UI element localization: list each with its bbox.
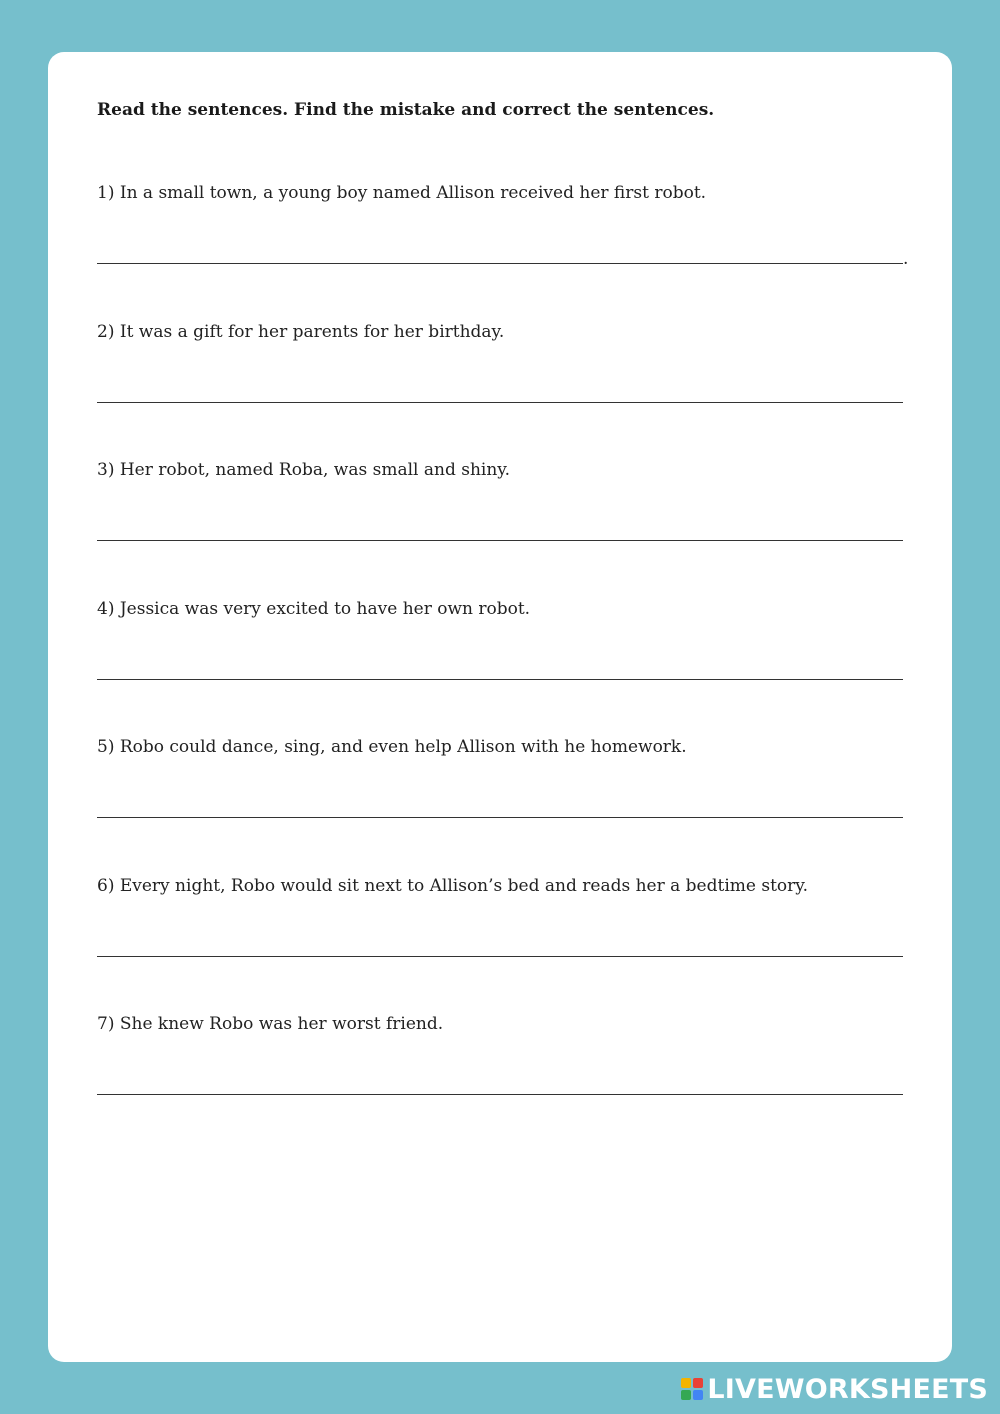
logo-square xyxy=(681,1378,691,1388)
answer-input[interactable] xyxy=(97,384,903,403)
question-text: 3) Her robot, named Roba, was small and shiny. xyxy=(97,460,511,480)
question-item xyxy=(97,599,905,719)
question-text: 6) Every night, Robo would sit next to Allison’s bed and reads her a bedtime story. xyxy=(97,876,809,896)
instruction-text: Read the sentences. Find the mistake and correct the sentences. xyxy=(97,100,715,120)
question-text: 4) Jessica was very excited to have her own robot. xyxy=(97,599,531,619)
question-item xyxy=(97,322,905,442)
logo-square xyxy=(693,1390,703,1400)
question-text: 7) She knew Robo was her worst friend. xyxy=(97,1014,444,1034)
question-item xyxy=(97,737,905,857)
question-item xyxy=(97,183,909,303)
question-item xyxy=(97,460,905,580)
answer-input[interactable] xyxy=(97,245,903,264)
question-text: 5) Robo could dance, sing, and even help Allison with he homework. xyxy=(97,737,687,757)
liveworksheets-logo-icon xyxy=(681,1378,703,1400)
line-end-period: . xyxy=(903,249,909,269)
brand-name: LIVEWORKSHEETS xyxy=(707,1373,988,1405)
question-text: 1) In a small town, a young boy named Allison received her first robot. xyxy=(97,183,707,203)
answer-input[interactable] xyxy=(97,1076,903,1095)
question-text: 2) It was a gift for her parents for her birthday. xyxy=(97,322,505,342)
answer-input[interactable] xyxy=(97,799,903,818)
logo-square xyxy=(693,1378,703,1388)
answer-input[interactable] xyxy=(97,522,903,541)
logo-square xyxy=(681,1390,691,1400)
answer-input[interactable] xyxy=(97,661,903,680)
question-item xyxy=(97,1014,905,1134)
worksheet-page xyxy=(48,52,952,1362)
question-item xyxy=(97,876,905,996)
answer-input[interactable] xyxy=(97,938,903,957)
liveworksheets-brand xyxy=(681,1374,988,1404)
